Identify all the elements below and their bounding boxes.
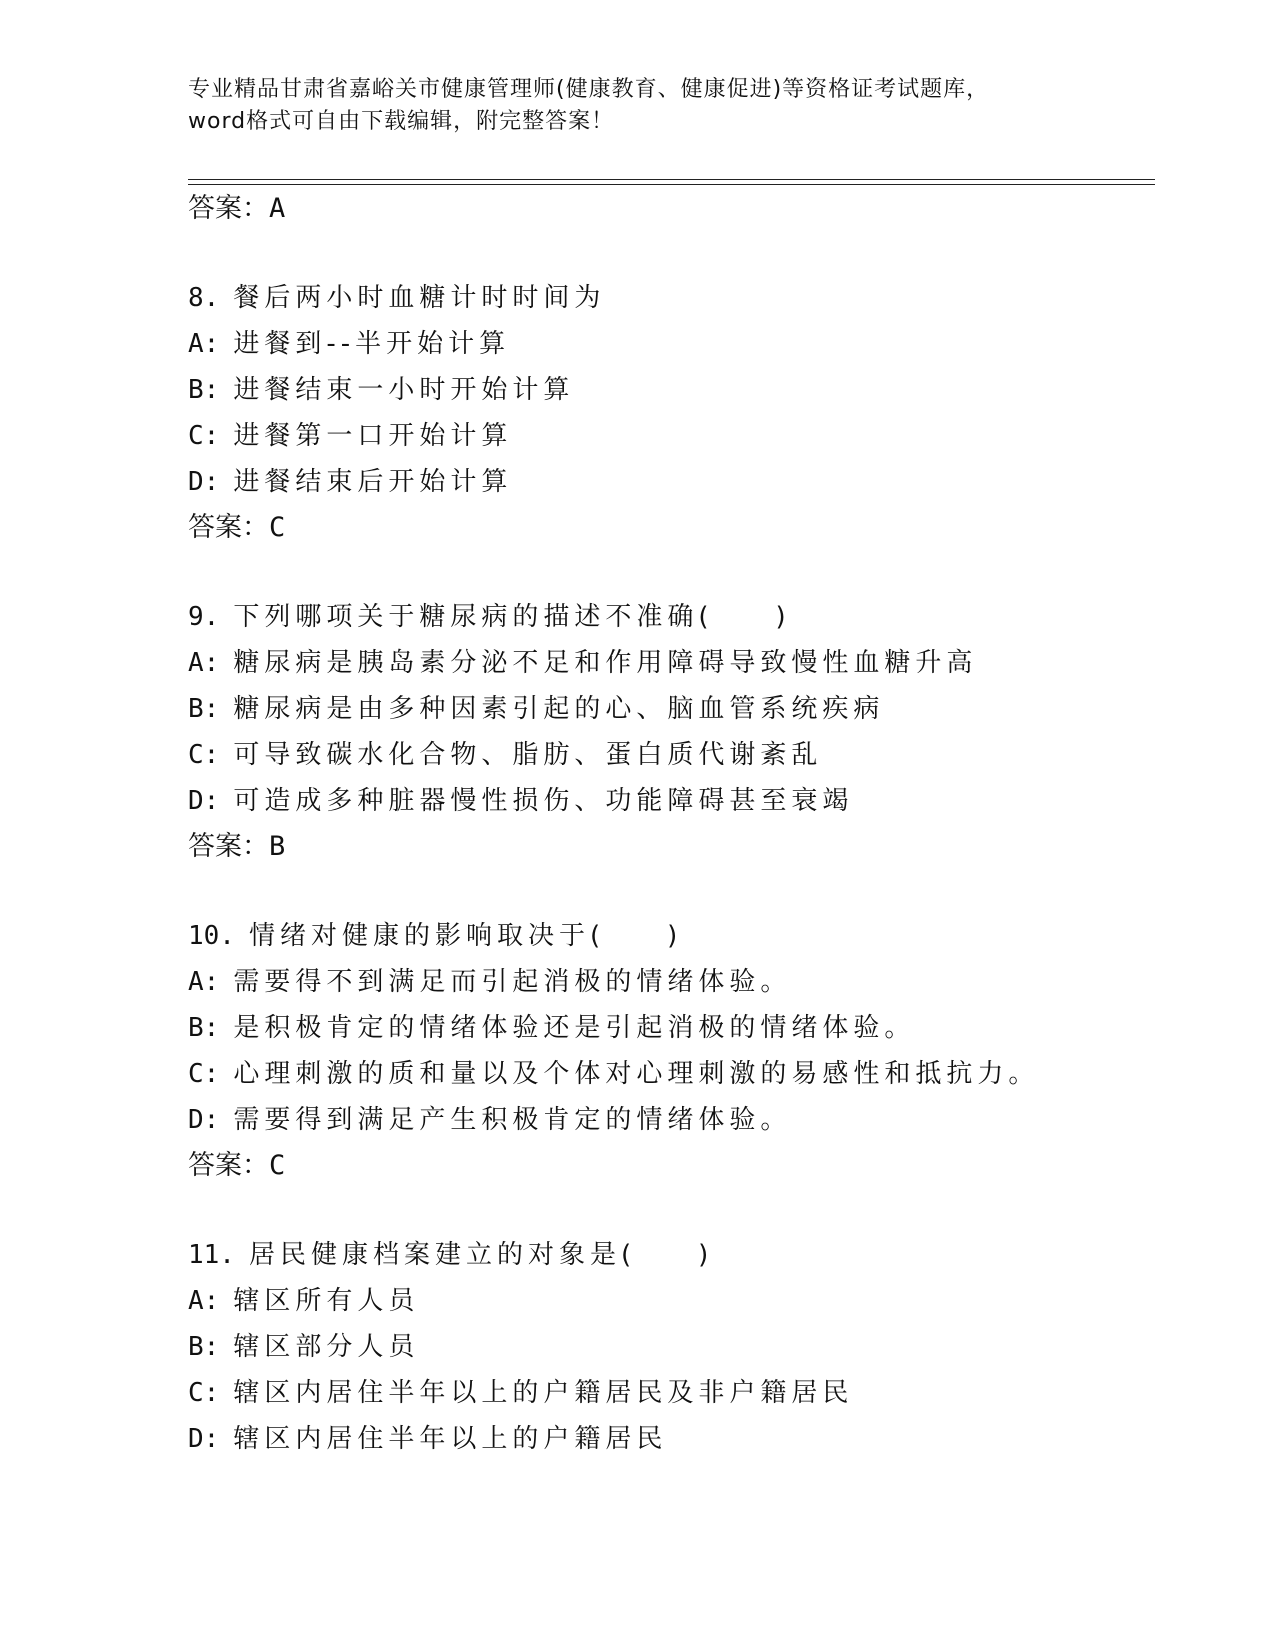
option-letter: C: — [188, 1378, 220, 1408]
question-stem — [188, 594, 977, 640]
question-text: 下列哪项关于糖尿病的描述不准确( ) — [233, 602, 791, 632]
option-text: 进餐第一口开始计算 — [233, 421, 513, 451]
option-b — [188, 1005, 1039, 1051]
question-text: 情绪对健康的影响取决于( ) — [248, 921, 683, 951]
option-b — [188, 367, 605, 413]
answer-label: 答案： — [188, 512, 269, 543]
option-text: 心理刺激的质和量以及个体对心理刺激的易感性和抵抗力。 — [233, 1059, 1040, 1089]
option-c — [188, 413, 605, 459]
question-text: 居民健康档案建立的对象是( ) — [248, 1240, 714, 1270]
option-text: 糖尿病是由多种因素引起的心、脑血管系统疾病 — [233, 694, 885, 724]
option-text: 辖区内居住半年以上的户籍居民 — [233, 1424, 668, 1454]
question-number: 9. — [188, 602, 220, 632]
option-text: 进餐结束一小时开始计算 — [233, 375, 575, 405]
header-divider-top — [188, 179, 1155, 180]
option-b — [188, 686, 977, 732]
option-letter: A: — [188, 1286, 220, 1316]
answer-line-q9 — [188, 830, 285, 864]
header-line-2: word格式可自由下载编辑，附完整答案！ — [188, 109, 615, 134]
header-line-1: 专业精品甘肃省嘉峪关市健康管理师(健康教育、健康促进)等资格证考试题库， — [188, 77, 990, 102]
option-letter: C: — [188, 740, 220, 770]
option-c — [188, 1051, 1039, 1097]
option-letter: A: — [188, 967, 220, 997]
option-letter: D: — [188, 1105, 220, 1135]
option-a — [188, 959, 1039, 1005]
option-a — [188, 640, 977, 686]
option-letter: D: — [188, 1424, 220, 1454]
answer-label: 答案： — [188, 831, 269, 862]
option-letter: C: — [188, 421, 220, 451]
question-stem — [188, 275, 605, 321]
option-letter: A: — [188, 648, 220, 678]
option-d — [188, 1416, 853, 1462]
answer-value: C — [269, 1150, 286, 1181]
option-text: 可造成多种脏器慢性损伤、功能障碍甚至衰竭 — [233, 786, 854, 816]
option-a — [188, 1278, 853, 1324]
answer-line-q7 — [188, 192, 285, 226]
option-text: 需要得到满足产生积极肯定的情绪体验。 — [233, 1105, 792, 1135]
answer-line-q10 — [188, 1149, 285, 1183]
option-letter: D: — [188, 786, 220, 816]
option-text: 需要得不到满足而引起消极的情绪体验。 — [233, 967, 792, 997]
answer-label: 答案： — [188, 193, 269, 224]
option-text: 糖尿病是胰岛素分泌不足和作用障碍导致慢性血糖升高 — [233, 648, 978, 678]
option-text: 进餐到--半开始计算 — [233, 329, 511, 359]
option-text: 是积极肯定的情绪体验还是引起消极的情绪体验。 — [233, 1013, 916, 1043]
option-text: 可导致碳水化合物、脂肪、蛋白质代谢紊乱 — [233, 740, 823, 770]
question-9 — [188, 594, 977, 824]
option-b — [188, 1324, 853, 1370]
answer-value: B — [269, 831, 286, 862]
option-letter: B: — [188, 1332, 220, 1362]
question-10 — [188, 913, 1039, 1143]
option-c — [188, 1370, 853, 1416]
question-text: 餐后两小时血糖计时时间为 — [233, 283, 606, 313]
option-text: 辖区部分人员 — [233, 1332, 420, 1362]
document-header — [188, 74, 989, 138]
option-letter: B: — [188, 694, 220, 724]
option-a — [188, 321, 605, 367]
question-number: 10. — [188, 921, 235, 951]
option-d — [188, 778, 977, 824]
answer-label: 答案： — [188, 1150, 269, 1181]
option-text: 进餐结束后开始计算 — [233, 467, 513, 497]
question-8 — [188, 275, 605, 505]
option-d — [188, 459, 605, 505]
option-c — [188, 732, 977, 778]
answer-value: C — [269, 512, 286, 543]
header-divider-bottom — [188, 184, 1155, 185]
option-d — [188, 1097, 1039, 1143]
question-stem — [188, 913, 1039, 959]
question-stem — [188, 1232, 853, 1278]
option-letter: B: — [188, 1013, 220, 1043]
option-letter: C: — [188, 1059, 220, 1089]
question-number: 8. — [188, 283, 220, 313]
option-letter: A: — [188, 329, 220, 359]
option-letter: D: — [188, 467, 220, 497]
answer-line-q8 — [188, 511, 285, 545]
question-11 — [188, 1232, 853, 1462]
option-text: 辖区内居住半年以上的户籍居民及非户籍居民 — [233, 1378, 854, 1408]
answer-value: A — [269, 193, 286, 224]
question-number: 11. — [188, 1240, 235, 1270]
option-text: 辖区所有人员 — [233, 1286, 420, 1316]
option-letter: B: — [188, 375, 220, 405]
